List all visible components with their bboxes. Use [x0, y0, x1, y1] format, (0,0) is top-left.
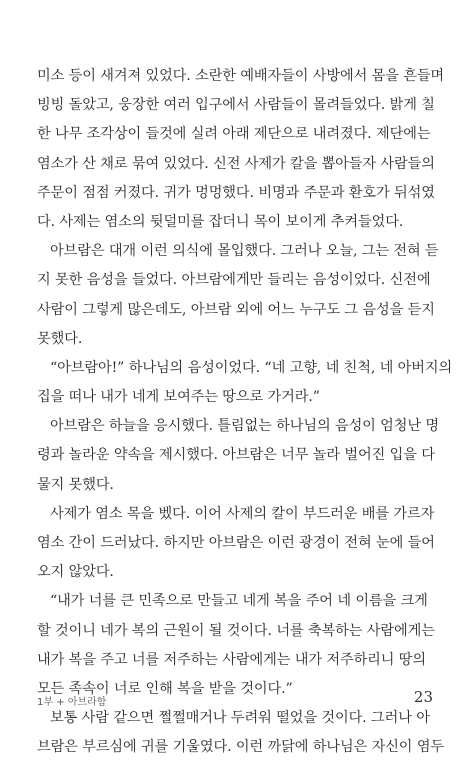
text-line: 사람이 그렇게 많은데도, 아브람 외에 어느 누구도 그 음성을 듣지 [37, 301, 435, 318]
text-line: 염소가 산 채로 묶여 있었다. 신전 사제가 칼을 뽑아들자 사람들의 [37, 155, 435, 172]
text-line: 한 나무 조각상이 들것에 실려 아래 제단으로 내려졌다. 제단에는 [37, 126, 431, 143]
text-line: 보통 사람 같으면 쩔쩔매거나 두려워 떨었을 것이다. 그러나 아 [50, 710, 430, 727]
text-line: 지 못한 음성을 들었다. 아브람에게만 들리는 음성이었다. 신전에 [37, 272, 431, 289]
text-line: 주문이 점점 커졌다. 귀가 멍멍했다. 비명과 주문과 환호가 뒤섞였 [37, 184, 435, 201]
text-line: 염소 간이 드러났다. 하지만 아브람은 이런 광경이 전혀 눈에 들어 [37, 535, 435, 551]
text-line: 내가 복을 주고 너를 저주하는 사람에게는 내가 저주하리니 땅의 [37, 651, 427, 668]
text-line: 다. 사제는 염소의 뒷덜미를 잡더니 목이 보이게 추켜들었다. [37, 213, 404, 230]
text-line: 사제가 염소 목을 벴다. 이어 사제의 칼이 부드러운 배를 가르자 [50, 505, 435, 522]
text-line: 미소 등이 새겨져 있었다. 소란한 예배자들이 사방에서 몸을 흔들며 [37, 68, 445, 84]
body-text [37, 62, 453, 763]
text-line: 빙빙 돌았고, 웅장한 여러 입구에서 사람들이 몰려들었다. 밝게 칠 [37, 97, 435, 114]
text-line: 못했다. [37, 330, 83, 347]
text-line: 오지 않았다. [37, 564, 114, 581]
text-line: 아브람은 하늘을 응시했다. 틀림없는 하나님의 음성이 엄청난 명 [50, 418, 440, 435]
running-footer-section: 1부 + 아브라함 [37, 697, 107, 708]
text-line: 아브람은 대개 이런 의식에 몰입했다. 그러나 오늘, 그는 전혀 듣 [50, 243, 439, 260]
text-line: 집을 떠나 내가 네게 보여주는 땅으로 가거라.” [37, 389, 320, 406]
text-line: “아브람아!” 하나님의 음성이었다. “네 고향, 네 친척, 네 아버지의 [50, 359, 453, 376]
page-number: 23 [413, 688, 433, 706]
text-line: 물지 못했다. [37, 476, 114, 493]
text-line: 령과 놀라운 약속을 제시했다. 아브람은 너무 놀라 벌어진 입을 다 [37, 447, 435, 464]
text-line: “내가 너를 큰 민족으로 만들고 네게 복을 주어 네 이름을 크게 [50, 593, 428, 610]
text-line: 할 것이니 네가 복의 근원이 될 것이다. 너를 축복하는 사람에게는 [37, 622, 435, 639]
text-line: 모든 족속이 너로 인해 복을 받을 것이다.” [37, 680, 293, 697]
text-line: 브람은 부르심에 귀를 기울였다. 이런 까닭에 하나님은 자신이 염두 [37, 739, 445, 756]
